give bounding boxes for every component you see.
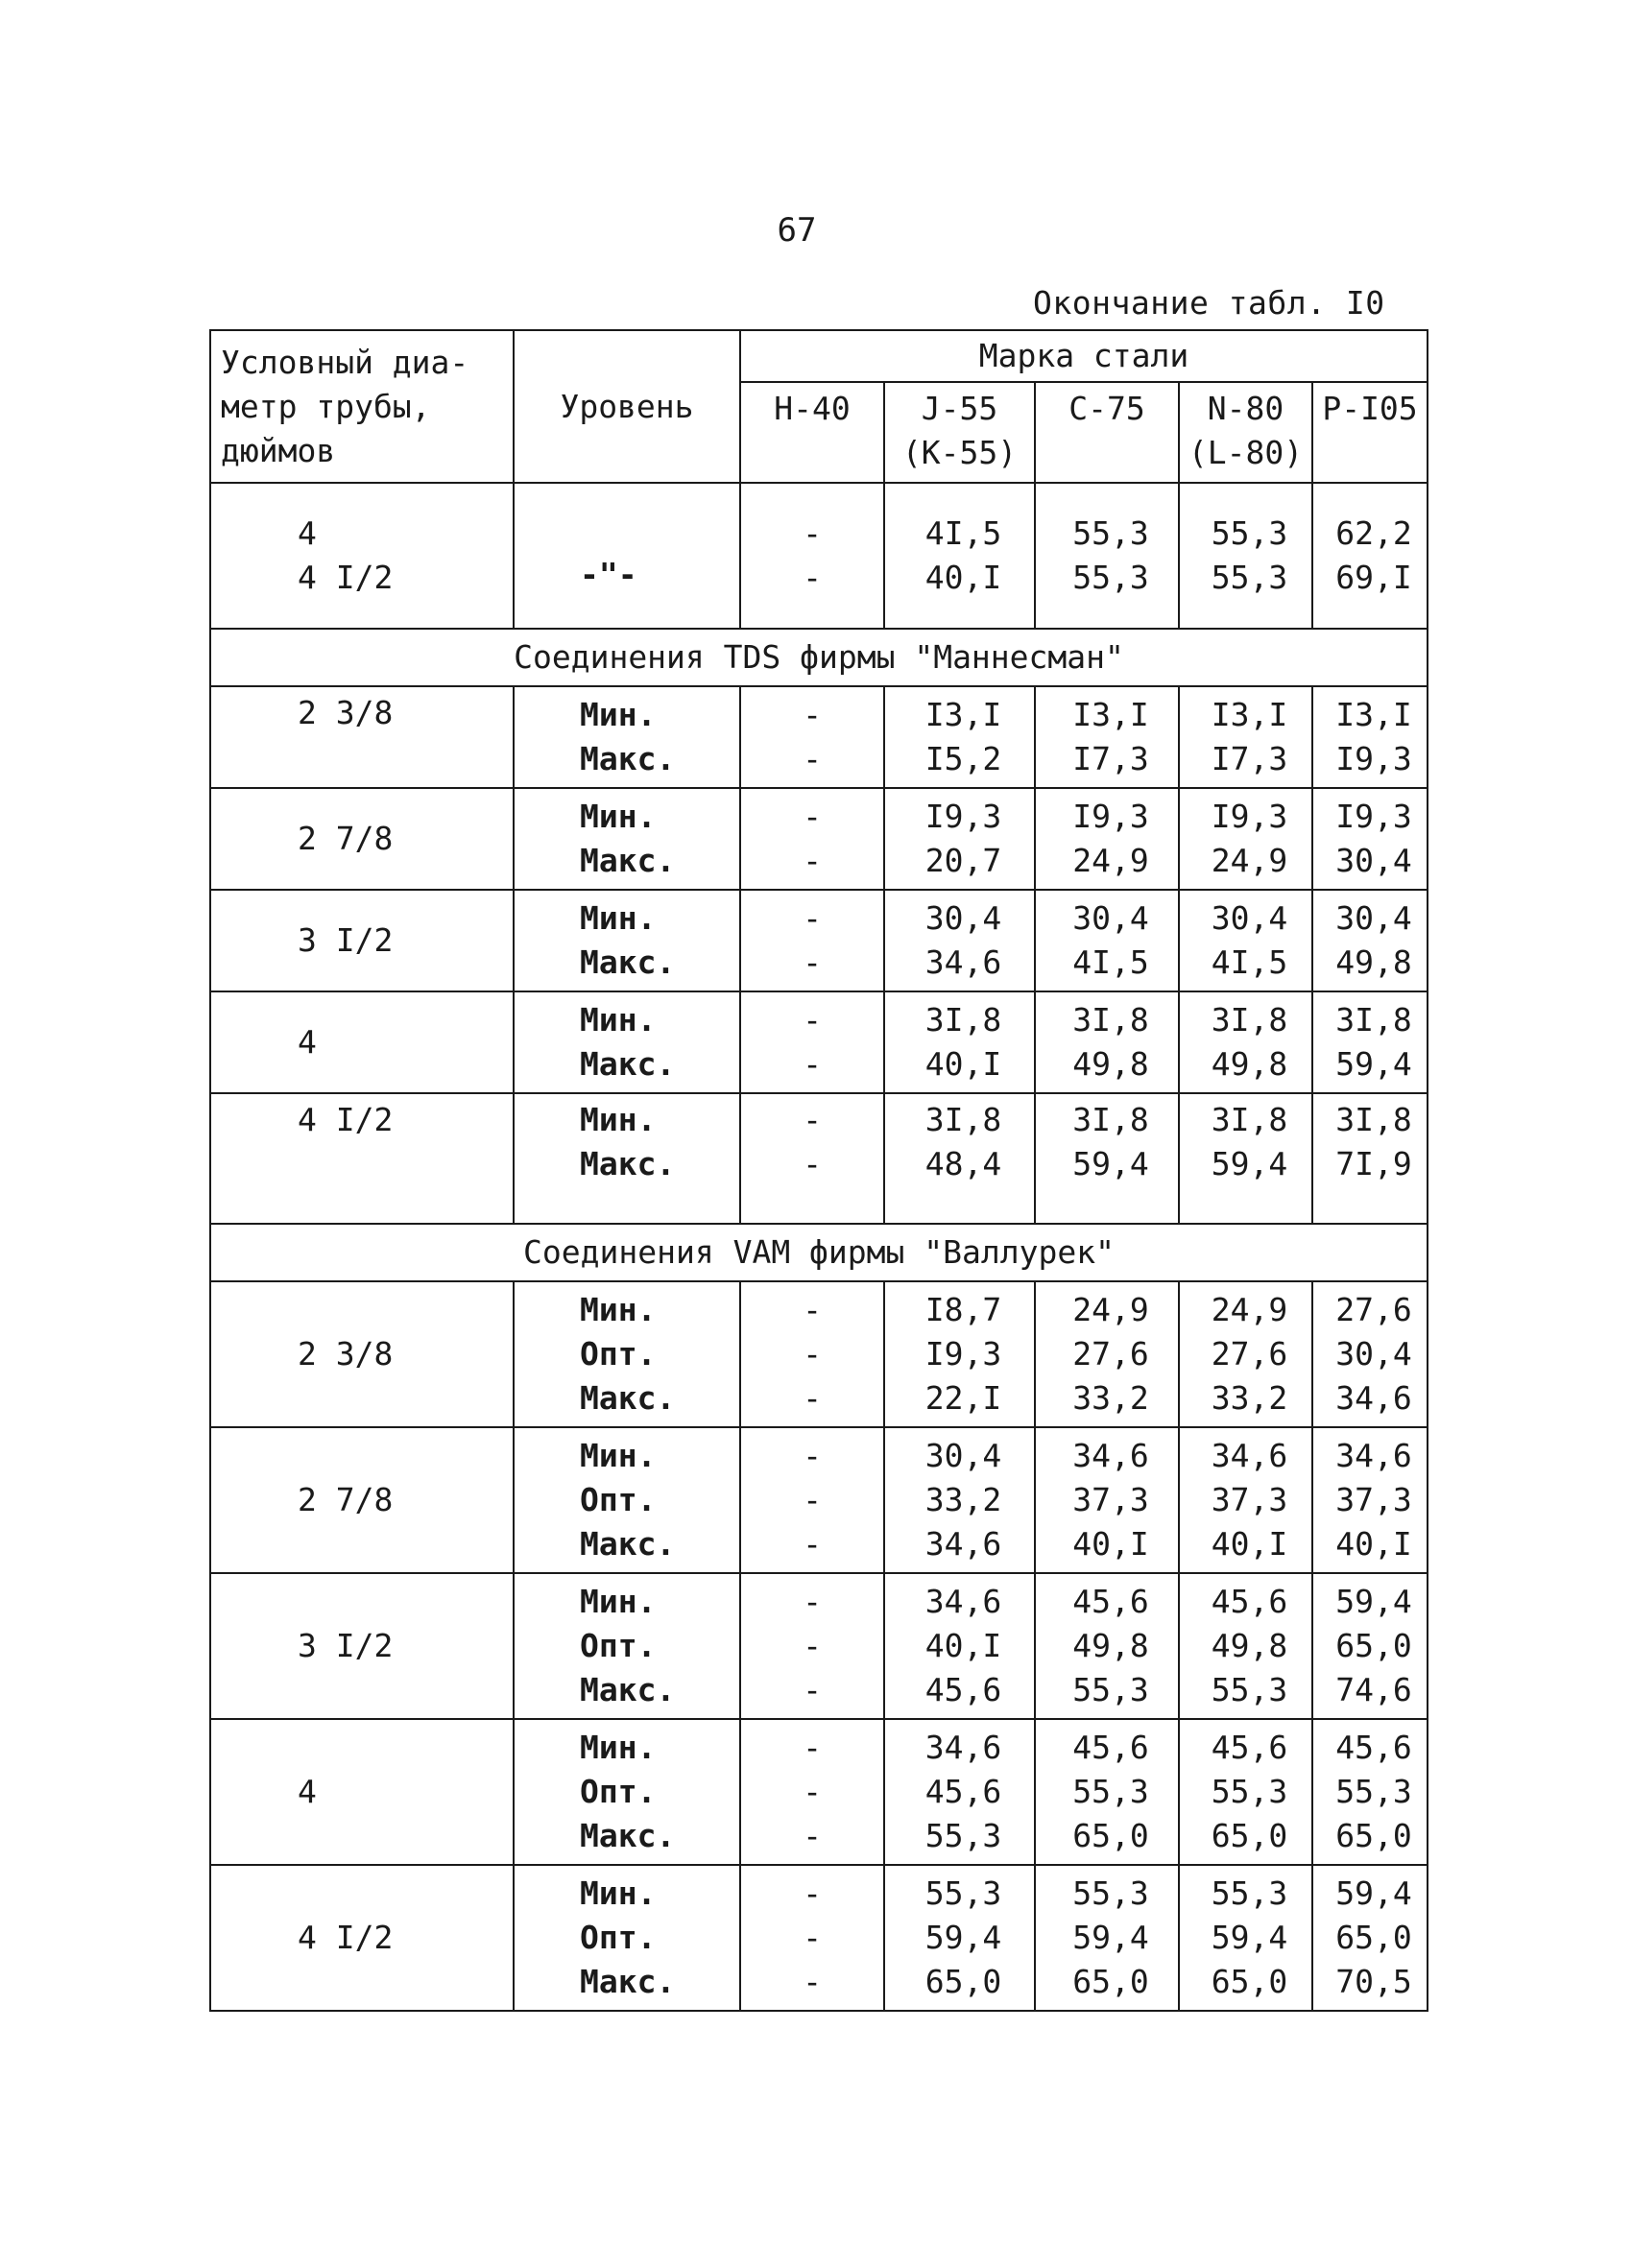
group-title-row	[210, 629, 1428, 686]
grade-p105: P-I05	[1312, 382, 1428, 483]
level-cell: Мин. Опт. Макс.	[514, 1719, 740, 1865]
value-cell: I9,3 30,4	[1312, 788, 1428, 890]
table-row	[210, 788, 1428, 890]
dash-cell: - -	[740, 991, 884, 1093]
value-cell: I3,I I5,2	[884, 686, 1035, 788]
table-row	[210, 1281, 1428, 1427]
grade-h40: H-40	[740, 382, 884, 483]
value-cell: 30,4 34,6	[884, 890, 1035, 991]
dash-cell: - -	[740, 890, 884, 991]
grade-j55: J-55 (K-55)	[884, 382, 1035, 483]
value-cell: 3I,8 59,4	[1035, 1093, 1179, 1224]
diameter-cell: 4 I/2	[210, 1093, 514, 1224]
value-cell: 45,6 55,3 65,0	[1035, 1719, 1179, 1865]
value-cell: 4I,5 40,I	[884, 483, 1035, 629]
value-cell: 30,4 4I,5	[1179, 890, 1312, 991]
value-cell: 55,3 59,4 65,0	[884, 1865, 1035, 2011]
grade-n80: N-80 (L-80)	[1179, 382, 1312, 483]
value-cell: 55,3 55,3	[1035, 483, 1179, 629]
value-cell: 34,6 37,3 40,I	[1312, 1427, 1428, 1573]
value-cell: I3,I I7,3	[1035, 686, 1179, 788]
value-cell: 3I,8 49,8	[1179, 991, 1312, 1093]
value-cell: I3,I I7,3	[1179, 686, 1312, 788]
header-level: Уровень	[514, 330, 740, 483]
table-row	[210, 1093, 1428, 1224]
level-cell: Мин. Опт. Макс.	[514, 1865, 740, 2011]
value-cell: 27,6 30,4 34,6	[1312, 1281, 1428, 1427]
dash-cell: - - -	[740, 1573, 884, 1719]
value-cell: 34,6 37,3 40,I	[1035, 1427, 1179, 1573]
header-diameter: Условный диа- метр трубы, дюймов	[210, 330, 514, 483]
level-cell: Мин. Макс.	[514, 1093, 740, 1224]
level-cell: Мин. Макс.	[514, 890, 740, 991]
value-cell: 34,6 45,6 55,3	[884, 1719, 1035, 1865]
level-cell: -"-	[514, 483, 740, 629]
diameter-cell: 2 3/8	[210, 1281, 514, 1427]
value-cell: I9,3 20,7	[884, 788, 1035, 890]
value-cell: 30,4 4I,5	[1035, 890, 1179, 991]
diameter-cell: 4 4 I/2	[210, 483, 514, 629]
table-row	[210, 1427, 1428, 1573]
level-cell: Мин. Опт. Макс.	[514, 1427, 740, 1573]
diameter-cell: 2 7/8	[210, 1427, 514, 1573]
diameter-cell: 4	[210, 1719, 514, 1865]
table-row	[210, 686, 1428, 788]
grade-c75: C-75	[1035, 382, 1179, 483]
value-cell: I9,3 24,9	[1179, 788, 1312, 890]
value-cell: 34,6 37,3 40,I	[1179, 1427, 1312, 1573]
diameter-cell: 3 I/2	[210, 890, 514, 991]
dash-cell: - - -	[740, 1719, 884, 1865]
value-cell: 3I,8 59,4	[1179, 1093, 1312, 1224]
dash-cell: - - -	[740, 1427, 884, 1573]
value-cell: 59,4 65,0 74,6	[1312, 1573, 1428, 1719]
group-title-row	[210, 1224, 1428, 1281]
value-cell: 45,6 49,8 55,3	[1035, 1573, 1179, 1719]
table-row	[210, 1865, 1428, 2011]
level-cell: Мин. Опт. Макс.	[514, 1281, 740, 1427]
value-cell: 55,3 59,4 65,0	[1179, 1865, 1312, 2011]
page-number: 67	[777, 211, 817, 250]
level-cell: Мин. Опт. Макс.	[514, 1573, 740, 1719]
value-cell: 55,3 55,3	[1179, 483, 1312, 629]
table-row	[210, 890, 1428, 991]
value-cell: 34,6 40,I 45,6	[884, 1573, 1035, 1719]
table-caption: Окончание табл. I0	[1033, 284, 1385, 322]
value-cell: 45,6 55,3 65,0	[1179, 1719, 1312, 1865]
dash-cell: - -	[740, 483, 884, 629]
value-cell: 24,9 27,6 33,2	[1179, 1281, 1312, 1427]
header-row-1	[210, 330, 1428, 382]
group-title: Соединения VAM фирмы "Валлурек"	[210, 1224, 1428, 1281]
value-cell: I3,I I9,3	[1312, 686, 1428, 788]
value-cell: I8,7 I9,3 22,I	[884, 1281, 1035, 1427]
diameter-cell: 4	[210, 991, 514, 1093]
value-cell: 59,4 65,0 70,5	[1312, 1865, 1428, 2011]
dash-cell: - -	[740, 686, 884, 788]
value-cell: 3I,8 48,4	[884, 1093, 1035, 1224]
steel-grade-table	[209, 329, 1428, 2012]
continuation-row	[210, 483, 1428, 629]
table-row	[210, 1719, 1428, 1865]
level-cell: Мин. Макс.	[514, 686, 740, 788]
table-row	[210, 991, 1428, 1093]
dash-cell: - - -	[740, 1281, 884, 1427]
value-cell: 30,4 33,2 34,6	[884, 1427, 1035, 1573]
header-steel-grade: Марка стали	[740, 330, 1428, 382]
value-cell: 30,4 49,8	[1312, 890, 1428, 991]
value-cell: 3I,8 59,4	[1312, 991, 1428, 1093]
value-cell: 62,2 69,I	[1312, 483, 1428, 629]
value-cell: 24,9 27,6 33,2	[1035, 1281, 1179, 1427]
dash-cell: - - -	[740, 1865, 884, 2011]
level-cell: Мин. Макс.	[514, 991, 740, 1093]
value-cell: 55,3 59,4 65,0	[1035, 1865, 1179, 2011]
dash-cell: - -	[740, 1093, 884, 1224]
diameter-cell: 2 7/8	[210, 788, 514, 890]
diameter-cell: 2 3/8	[210, 686, 514, 788]
level-cell: Мин. Макс.	[514, 788, 740, 890]
table-row	[210, 1573, 1428, 1719]
value-cell: 3I,8 49,8	[1035, 991, 1179, 1093]
value-cell: 3I,8 7I,9	[1312, 1093, 1428, 1224]
value-cell: 45,6 49,8 55,3	[1179, 1573, 1312, 1719]
dash-cell: - -	[740, 788, 884, 890]
diameter-cell: 4 I/2	[210, 1865, 514, 2011]
value-cell: 45,6 55,3 65,0	[1312, 1719, 1428, 1865]
diameter-cell: 3 I/2	[210, 1573, 514, 1719]
value-cell: 3I,8 40,I	[884, 991, 1035, 1093]
group-title: Соединения TDS фирмы "Маннесман"	[210, 629, 1428, 686]
value-cell: I9,3 24,9	[1035, 788, 1179, 890]
